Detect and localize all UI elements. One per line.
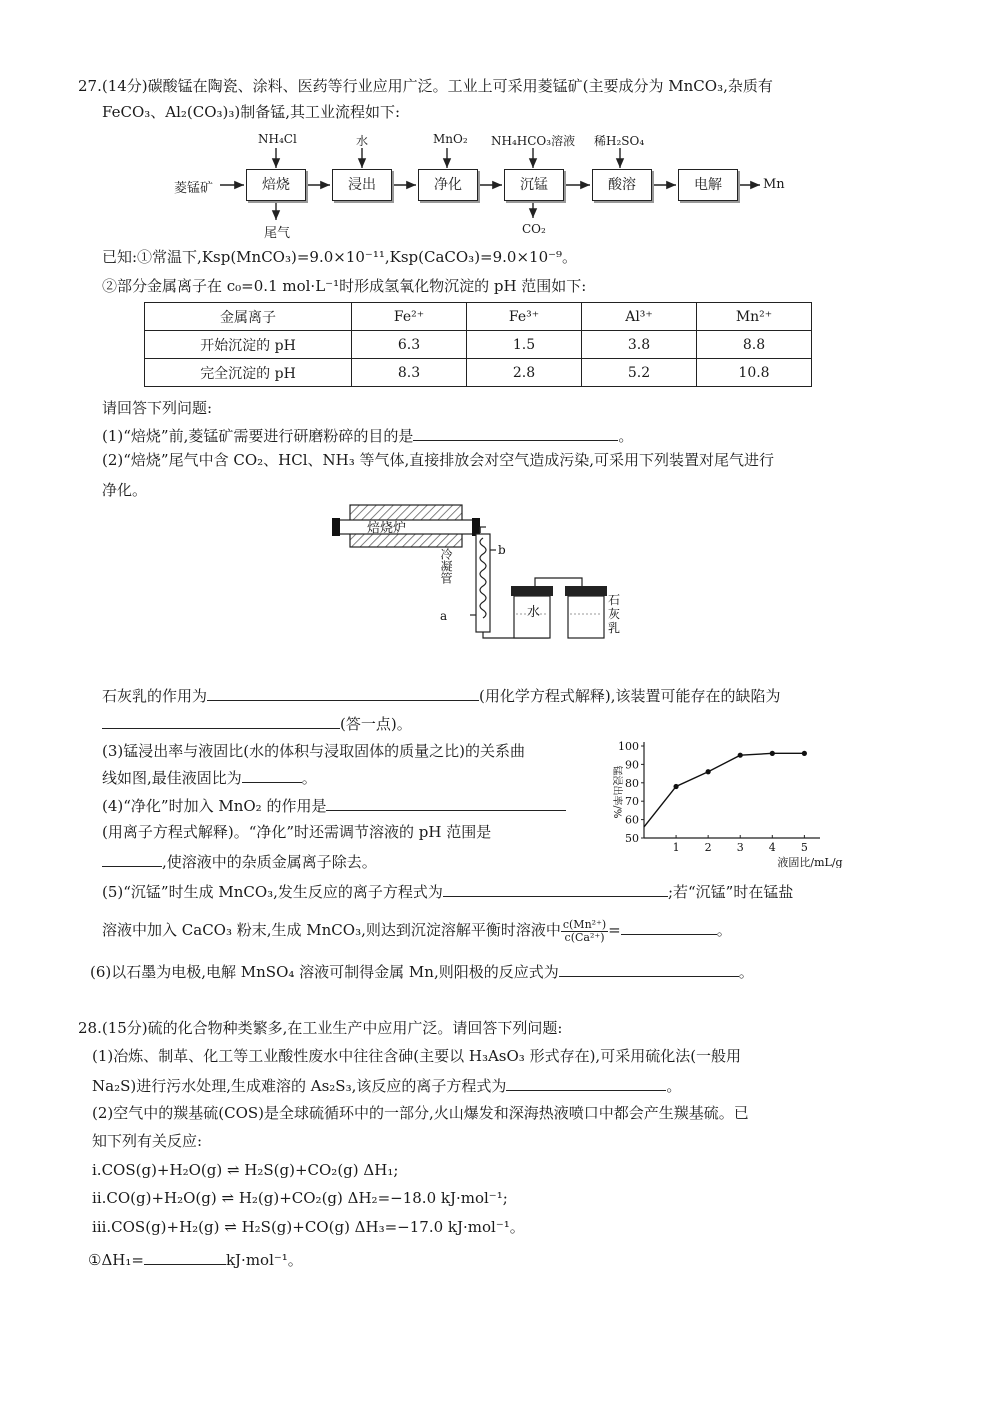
x-tick-label: 2 (704, 841, 712, 854)
table-cell: 10.8 (697, 359, 812, 387)
q27-part3-line1: (3)锰浸出率与液固比(水的体积与浸取固体的质量之比)的关系曲 (102, 742, 525, 760)
y-tick-label: 70 (625, 795, 639, 809)
known-ksp: 已知:①常温下,Ksp(MnCO₃)=9.0×10⁻¹¹,Ksp(CaCO₃)=9.0×10⁻⁹。 (102, 248, 578, 266)
data-point (706, 769, 711, 774)
q27-part2-line2: 净化。 (102, 481, 148, 499)
q27-part3-b: 线如图,最佳液固比为 (102, 769, 242, 787)
table-row (145, 359, 812, 387)
table-header-cell: Al³⁺ (582, 303, 697, 331)
y-tick-label: 60 (625, 813, 639, 827)
y-tick-label: 90 (625, 758, 639, 772)
lime-label-2: 灰 (608, 607, 621, 621)
q27-part4-line3 (102, 850, 377, 872)
series-line (644, 753, 804, 827)
lime-bottle (568, 596, 604, 638)
q28-part1-b: Na₂S)进行污水处理,生成难溶的 As₂S₃,该反应的离子方程式为 (92, 1077, 507, 1095)
table-cell: 开始沉淀的 pH (145, 331, 352, 359)
x-tick-label: 4 (768, 841, 776, 854)
condenser-label: 冷凝管 (439, 548, 453, 584)
flow-step-electrolysis: 电解 (678, 169, 738, 201)
q27-part1-end: 。 (618, 427, 634, 445)
q27-part2-c1: 石灰乳的作用为 (102, 687, 208, 705)
q27-intro-line2: FeCO₃、Al₂(CO₃)₃)制备锰,其工业流程如下: (102, 103, 401, 121)
q27-part4-line1 (102, 794, 566, 816)
table-header-cell: Fe²⁺ (352, 303, 467, 331)
answer-blank-2a[interactable] (207, 684, 479, 701)
lime-label-3: 乳 (608, 621, 621, 635)
table-cell: 5.2 (582, 359, 697, 387)
answer-blank-dh1[interactable] (144, 1248, 226, 1265)
q27-intro-line1: 27.(14分)碳酸锰在陶瓷、涂料、医药等行业应用广泛。工业上可采用菱锰矿(主要成分为 MnCO₃,杂质有 (78, 77, 773, 95)
flow-input-water: 水 (356, 134, 369, 148)
answer-blank-4b[interactable] (102, 850, 162, 867)
x-tick-label: 3 (736, 841, 744, 854)
q27-part1-text: (1)“焙烧”前,菱锰矿需要进行研磨粉碎的目的是 (102, 427, 414, 445)
reaction-iii: ⅲ.COS(g)+H₂(g) ⇌ H₂S(g)+CO(g) ΔH₃=−17.0 kJ·mol⁻¹。 (92, 1218, 525, 1236)
q27-part5-b: 溶液中加入 CaCO₃ 粉末,生成 MnCO₃,则达到沉淀溶解平衡时溶液中 (102, 921, 561, 939)
water-label: 水 (527, 605, 541, 620)
table-cell: 3.8 (582, 331, 697, 359)
answer-blank-28-1[interactable] (506, 1074, 666, 1091)
table-cell: 8.8 (697, 331, 812, 359)
q27-part2-line1: (2)“焙烧”尾气中含 CO₂、HCl、NH₃ 等气体,直接排放会对空气造成污染,可采用下列装置对尾气进行 (102, 451, 775, 469)
answer-blank-4a[interactable] (326, 794, 566, 811)
q28-part1-end: 。 (666, 1077, 682, 1095)
q27-part5-line2 (102, 918, 732, 944)
furnace-plug-right (472, 518, 480, 536)
q28-intro: 28.(15分)硫的化合物种类繁多,在工业生产中应用广泛。请回答下列问题: (78, 1019, 563, 1037)
y-tick-label: 80 (625, 776, 639, 790)
q27-part2-d: (答一点)。 (340, 715, 412, 733)
q27-part2-line4 (102, 712, 412, 734)
table-header-cell: 金属离子 (145, 303, 352, 331)
q27-part5-a1: (5)“沉锰”时生成 MnCO₃,发生反应的离子方程式为 (102, 883, 443, 901)
answer-blank-5b[interactable] (621, 918, 717, 935)
y-tick-label: 50 (625, 832, 639, 845)
x-tick-label: 1 (672, 841, 680, 854)
q27-part2-c2: (用化学方程式解释),该装置可能存在的缺陷为 (479, 687, 781, 705)
q27-part3-line2 (102, 766, 317, 788)
flow-input-h2so4: 稀H₂SO₄ (594, 134, 645, 148)
data-point (802, 751, 807, 756)
q27-part1 (102, 424, 633, 446)
flow-output-tailgas: 尾气 (264, 226, 291, 241)
y-axis-label: 锰浸出率/% (611, 765, 622, 819)
tail-gas-apparatus-diagram (330, 500, 630, 650)
flow-input-nh4cl: NH₄Cl (258, 132, 297, 146)
known-ph-intro: ②部分金属离子在 c₀=0.1 mol·L⁻¹时形成氢氧化物沉淀的 pH 范围如下: (102, 277, 587, 295)
flow-input-nh4hco3: NH₄HCO₃溶液 (491, 134, 576, 148)
flow-end-label: Mn (763, 177, 785, 192)
table-cell: 2.8 (467, 359, 582, 387)
flow-arrows (0, 0, 992, 260)
reaction-i: ⅰ.COS(g)+H₂O(g) ⇌ H₂S(g)+CO₂(g) ΔH₁; (92, 1161, 399, 1179)
flow-step-precipitate: 沉锰 (504, 169, 564, 201)
ratio-denominator: c(Ca²⁺) (564, 930, 605, 944)
reaction-ii: ⅱ.CO(g)+H₂O(g) ⇌ H₂(g)+CO₂(g) ΔH₂=−18.0 kJ·mol⁻¹; (92, 1189, 508, 1207)
table-header-row (145, 303, 812, 331)
flow-step-leach: 浸出 (332, 169, 392, 201)
answer-blank-6[interactable] (559, 960, 739, 977)
q28-part1-line1: (1)冶炼、制革、化工等工业酸性废水中往往含砷(主要以 H₃AsO₃ 形式存在),可采用硫化法(一般用 (92, 1047, 742, 1065)
q27-part2-line3 (102, 684, 781, 706)
x-tick-label: 5 (800, 841, 808, 854)
table-cell: 完全沉淀的 pH (145, 359, 352, 387)
table-cell: 1.5 (467, 331, 582, 359)
q28-q-a: ①ΔH₁= (88, 1251, 144, 1269)
y-tick-label: 100 (618, 740, 639, 753)
q27-part3-end: 。 (301, 769, 317, 787)
table-header-cell: Fe³⁺ (467, 303, 582, 331)
q27-part5-a2: ;若“沉锰”时在锰盐 (667, 883, 794, 901)
q28-part2-line1: (2)空气中的羰基硫(COS)是全球硫循环中的一部分,火山爆发和深海热液喷口中都会产生羰基硫。已 (92, 1104, 749, 1122)
q28-part1-line2 (92, 1074, 681, 1096)
port-a-label: a (440, 609, 448, 623)
answer-blank-2b[interactable] (102, 712, 340, 729)
table-row (145, 331, 812, 359)
answer-blank-5a[interactable] (443, 880, 668, 897)
q28-part2-line2: 知下列有关反应: (92, 1132, 203, 1150)
data-point (738, 753, 743, 758)
flow-step-acid-dissolve: 酸溶 (592, 169, 652, 201)
q27-part4-line2: (用离子方程式解释)。“净化”时还需调节溶液的 pH 范围是 (102, 823, 492, 841)
furnace-plug-left (332, 518, 340, 536)
flow-output-co2: CO₂ (522, 222, 546, 236)
lime-label-1: 石 (608, 593, 621, 607)
q27-ask: 请回答下列问题: (102, 399, 213, 417)
leaching-rate-chart (600, 738, 850, 868)
flow-input-mno2: MnO₂ (433, 132, 468, 146)
port-b-label: b (498, 543, 506, 557)
q27-part6 (90, 960, 754, 982)
q27-part5-eq: = (608, 921, 621, 939)
table-header-cell: Mn²⁺ (697, 303, 812, 331)
flow-start-label: 菱锰矿 (174, 181, 214, 196)
data-point (673, 784, 678, 789)
water-bottle-stopper (511, 586, 553, 596)
x-axis-label: 液固比/mL/g (777, 856, 843, 868)
q28-q-b: kJ·mol⁻¹。 (225, 1251, 303, 1269)
q27-part5-line1 (102, 880, 793, 902)
answer-blank-1[interactable] (413, 424, 618, 441)
q27-part6-end: 。 (738, 963, 754, 981)
concentration-ratio (561, 919, 608, 944)
lime-bottle-stopper (565, 586, 607, 596)
flow-step-roast: 焙烧 (246, 169, 306, 201)
q27-part4-c: ,使溶液中的杂质金属离子除去。 (162, 853, 377, 871)
ratio-numerator: c(Mn²⁺) (562, 917, 607, 931)
q27-part5-end: 。 (716, 921, 732, 939)
q27-part4-a: (4)“净化”时加入 MnO₂ 的作用是 (102, 797, 327, 815)
answer-blank-3[interactable] (242, 766, 302, 783)
table-cell: 6.3 (352, 331, 467, 359)
q27-part6-text: (6)以石墨为电极,电解 MnSO₄ 溶液可制得金属 Mn,则阳极的反应式为 (90, 963, 559, 981)
furnace-label: 焙烧炉 (367, 521, 407, 536)
table-cell: 8.3 (352, 359, 467, 387)
data-point (770, 751, 775, 756)
flow-step-purify: 净化 (418, 169, 478, 201)
q28-question-dh1 (88, 1248, 303, 1270)
ph-table (144, 302, 812, 387)
